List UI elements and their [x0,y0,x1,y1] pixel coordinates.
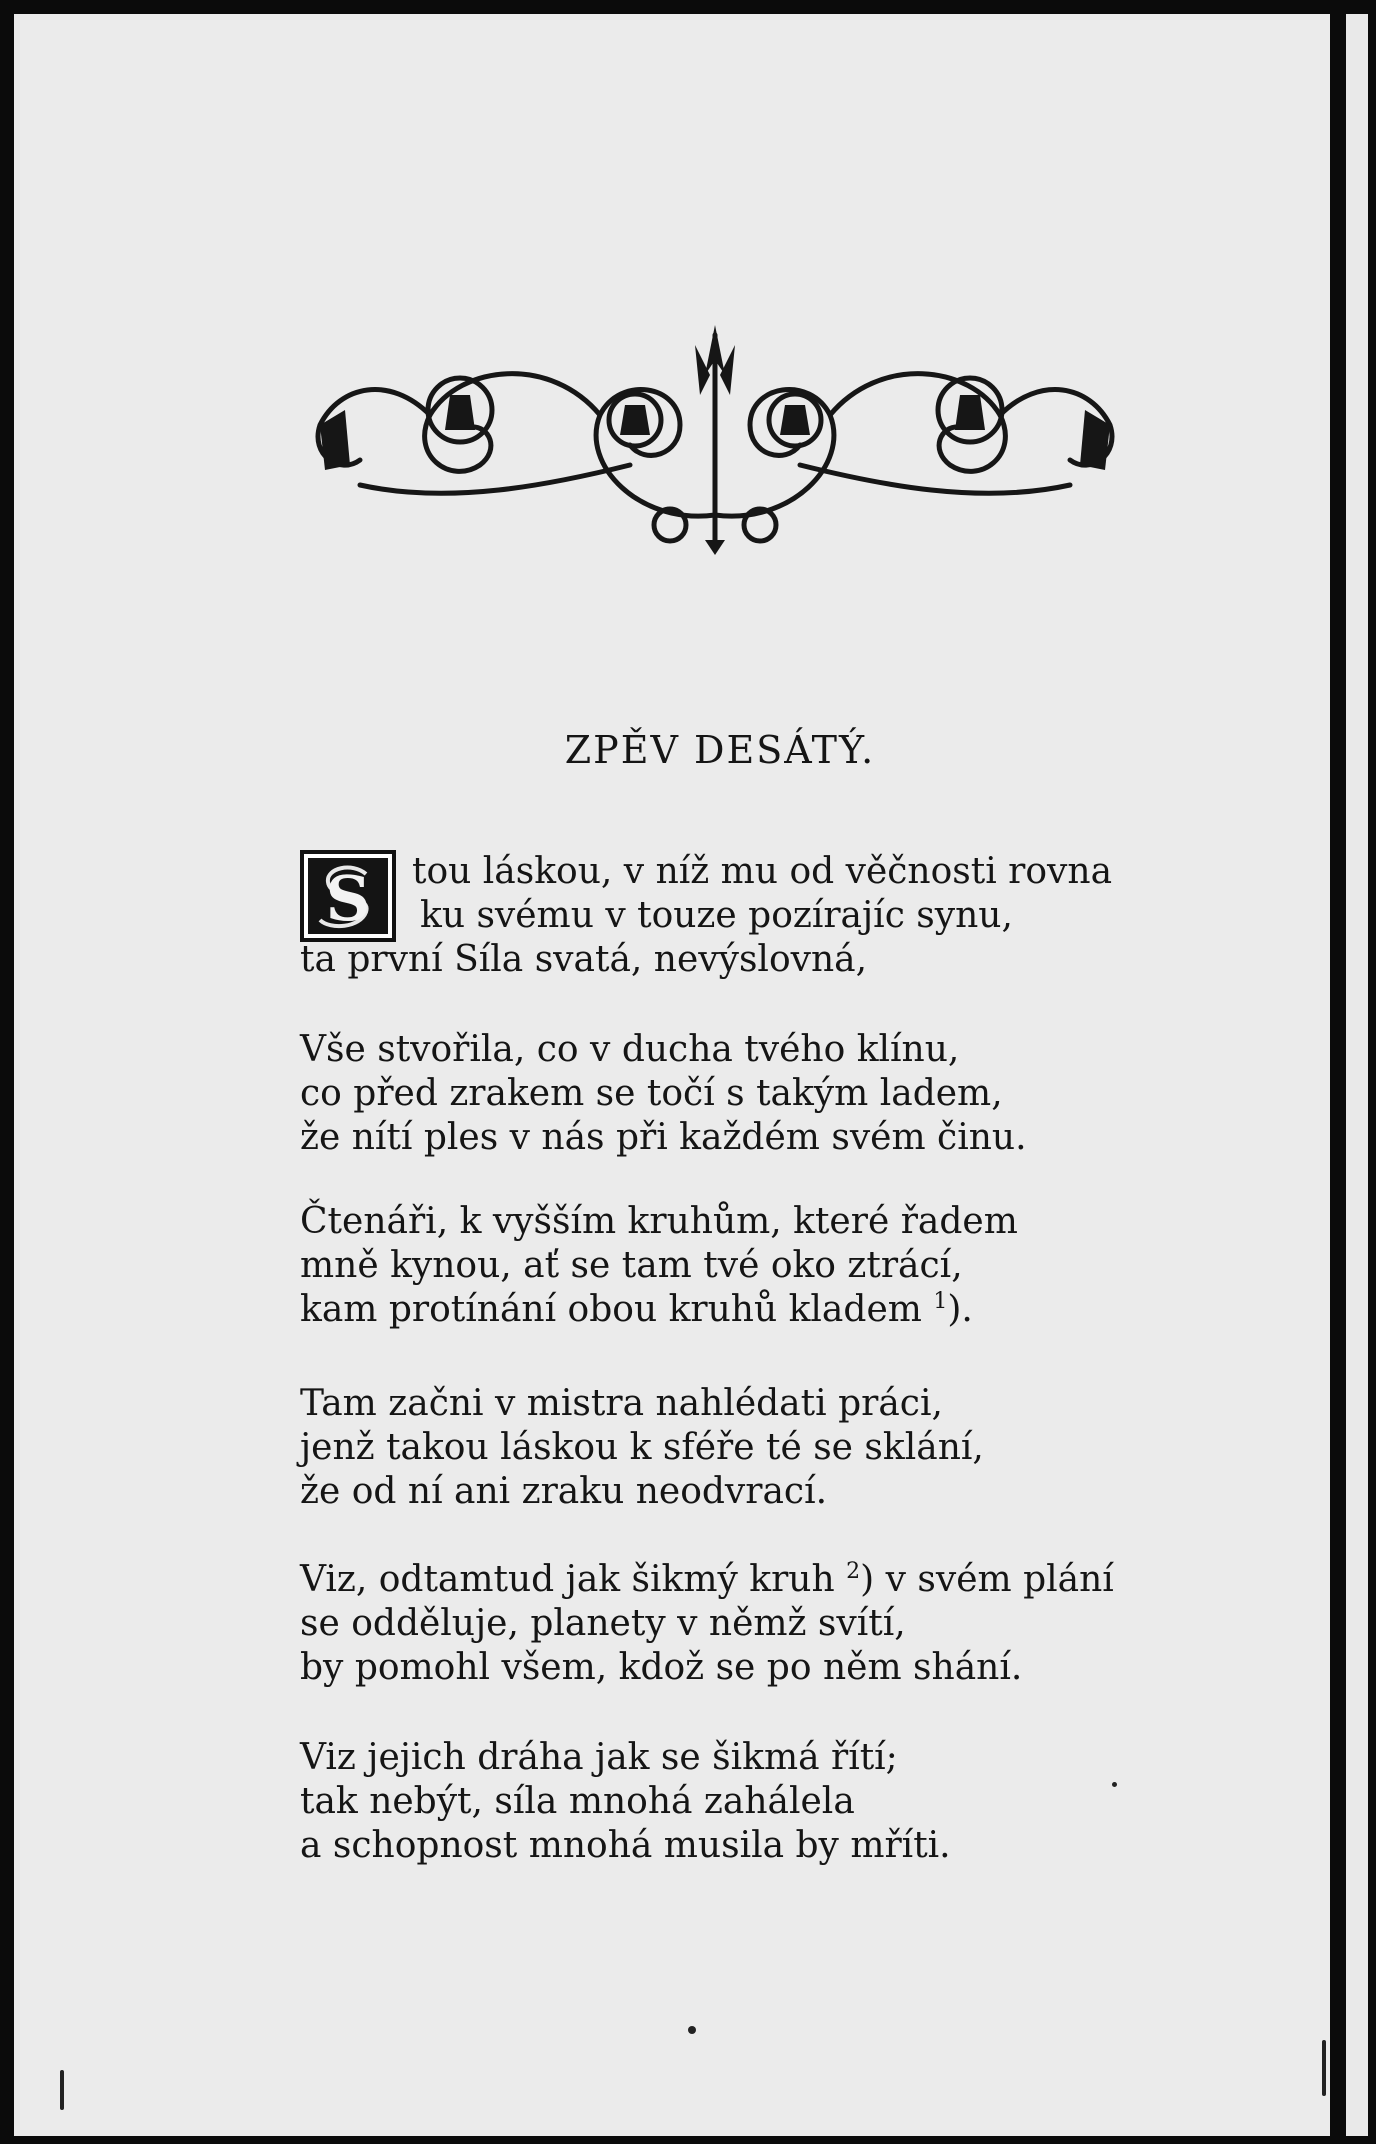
verse-line: a schopnost mnohá musila by mříti. [300,1825,951,1866]
adjacent-page-edge [1346,14,1368,2136]
verse-line: se odděluje, planety v němž svítí, [300,1603,906,1644]
verse-line: jenž takou láskou k sféře té se sklání, [300,1427,984,1468]
stanza-3 [300,1200,1018,1332]
scan-mark [1322,2040,1326,2096]
scan-speck [688,2026,696,2034]
verse-text: kam protínání obou kruhů kladem [300,1289,922,1330]
drop-cap-letter: S [325,862,371,935]
verse-line: Vše stvořila, co v ducha tvého klínu, [300,1029,960,1070]
verse-line: Čtenáři, k vyšším kruhům, které řadem [300,1201,1018,1242]
verse-line: že nítí ples v nás při každém svém činu. [300,1117,1027,1158]
verse-line: ta první Síla svatá, nevýslovná, [300,939,868,980]
verse-tail: ) v svém plání [860,1559,1114,1600]
canto-title: ZPĚV DESÁTÝ. [564,728,876,772]
ornamental-headpiece [300,315,1130,555]
verse-line-with-footnote [300,1288,1018,1332]
stanza-1 [300,850,1112,982]
footnote-marker: 1 [933,1289,948,1314]
verse-line: co před zrakem se točí s takým ladem, [300,1073,1003,1114]
verse-line: mně kynou, ať se tam tvé oko ztrácí, [300,1245,963,1286]
scan-speck [1112,1782,1117,1787]
stanza-4 [300,1382,984,1514]
verse-text: Viz, odtamtud jak šikmý kruh [300,1559,835,1600]
verse-line: tak nebýt, síla mnohá zahálela [300,1781,855,1822]
verse-line: ku svému v touze pozírajíc synu, [420,895,1013,936]
verse-line: by pomohl všem, kdož se po něm shání. [300,1647,1023,1688]
verse-line: že od ní ani zraku neodvrací. [300,1471,828,1512]
stanza-6 [300,1736,951,1868]
verse-line: Tam začni v mistra nahlédati práci, [300,1383,943,1424]
stanza-5 [300,1558,1114,1690]
verse-tail: ). [947,1289,973,1330]
stanza-2 [300,1028,1027,1160]
verse-line: tou láskou, v níž mu od věčnosti rovna [412,851,1113,892]
scan-mark [60,2070,64,2110]
footnote-marker: 2 [846,1559,861,1584]
verse-line: Viz jejich dráha jak se šikmá řítí; [300,1737,898,1778]
verse-line-with-footnote [300,1558,1114,1602]
